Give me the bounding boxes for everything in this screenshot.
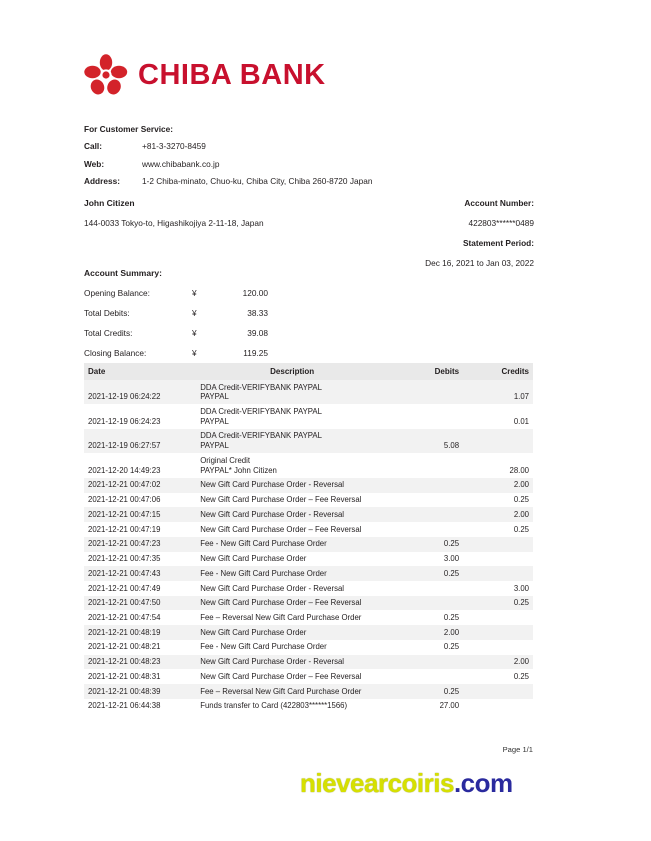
cell-date: 2021-12-21 00:48:23 bbox=[84, 655, 196, 670]
cell-credit: 0.25 bbox=[513, 671, 529, 681]
total-credits-amount: 39.08 bbox=[247, 328, 268, 338]
cell-credit bbox=[463, 429, 533, 453]
total-debits-amount: 38.33 bbox=[247, 308, 268, 318]
cell-description bbox=[196, 552, 388, 567]
customer-service-title: For Customer Service: bbox=[84, 124, 173, 134]
description-line-1: DDA Credit-VERIFYBANK PAYPAL bbox=[200, 406, 322, 416]
description-line-1: New Gift Card Purchase Order – Fee Reversal bbox=[200, 671, 362, 681]
cell-description bbox=[196, 655, 388, 670]
account-address-row bbox=[84, 218, 534, 228]
table-row bbox=[84, 478, 533, 493]
description-line-2: PAYPAL bbox=[200, 392, 229, 402]
opening-balance-currency: ¥ bbox=[192, 288, 197, 298]
cell-date: 2021-12-19 06:24:22 bbox=[84, 380, 196, 404]
cell-description bbox=[196, 640, 388, 655]
cell-description bbox=[196, 699, 388, 714]
summary-row-opening-balance bbox=[84, 288, 364, 298]
cell-date: 2021-12-20 14:49:23 bbox=[88, 465, 161, 475]
table-row bbox=[84, 684, 533, 699]
cell-debit bbox=[388, 507, 463, 522]
cell-debit bbox=[388, 380, 463, 404]
cell-credit: 28.00 bbox=[509, 465, 529, 475]
account-holder-address: 144-0033 Tokyo-to, Higashikojiya 2-11-18, Japan bbox=[84, 218, 264, 228]
summary-row-total-debits bbox=[84, 308, 364, 318]
description-line-1: Funds transfer to Card (422803******1566) bbox=[200, 701, 348, 711]
description-line-1: Original Credit bbox=[200, 455, 251, 465]
closing-balance-currency: ¥ bbox=[192, 348, 197, 358]
cell-description bbox=[196, 380, 388, 404]
table-row bbox=[84, 522, 533, 537]
cell-credit bbox=[463, 552, 533, 567]
cell-description bbox=[196, 478, 388, 493]
closing-balance-amount: 119.25 bbox=[243, 348, 268, 358]
table-row bbox=[84, 380, 533, 404]
cell-credit: 0.25 bbox=[513, 495, 529, 505]
total-debits-label: Total Debits: bbox=[84, 308, 130, 318]
web-label: Web: bbox=[84, 158, 105, 169]
address-label: Address: bbox=[84, 175, 120, 186]
table-row bbox=[84, 507, 533, 522]
description-line-1: New Gift Card Purchase Order – Fee Reversal bbox=[200, 495, 362, 505]
statement-period-label: Statement Period: bbox=[463, 238, 534, 248]
cell-description bbox=[196, 522, 388, 537]
cell-debit: 0.25 bbox=[388, 566, 463, 581]
statement-period-value-row bbox=[84, 258, 534, 268]
cell-debit bbox=[388, 581, 463, 596]
cell-date: 2021-12-21 00:47:54 bbox=[88, 612, 161, 622]
cell-credit: 0.01 bbox=[513, 416, 529, 426]
cell-description bbox=[196, 429, 388, 453]
description-line-1: Fee - New Gift Card Purchase Order bbox=[200, 642, 327, 652]
cell-debit: 0.25 bbox=[388, 684, 463, 699]
cell-credit: 0.25 bbox=[463, 596, 533, 611]
cell-description bbox=[196, 404, 388, 428]
cell-credit: 2.00 bbox=[463, 655, 533, 670]
column-header-date: Date bbox=[84, 363, 196, 380]
cell-credit bbox=[463, 566, 533, 581]
cell-description bbox=[196, 684, 388, 699]
total-debits-currency: ¥ bbox=[192, 308, 197, 318]
table-row bbox=[84, 669, 533, 684]
watermark bbox=[300, 768, 513, 799]
watermark-site-name: nievearcoiris bbox=[300, 768, 454, 798]
account-number-value: 422803******0489 bbox=[468, 218, 534, 228]
cell-credit: 1.07 bbox=[463, 380, 533, 404]
cell-description bbox=[196, 507, 388, 522]
bank-name: CHIBA BANK bbox=[138, 58, 326, 91]
table-row bbox=[84, 699, 533, 714]
description-line-1: Fee – Reversal New Gift Card Purchase Order bbox=[200, 686, 362, 696]
statement-period-value: Dec 16, 2021 to Jan 03, 2022 bbox=[425, 258, 534, 268]
cell-date: 2021-12-21 00:47:19 bbox=[88, 524, 161, 534]
transactions-table bbox=[84, 363, 533, 714]
description-line-1: New Gift Card Purchase Order – Fee Reversal bbox=[200, 524, 362, 534]
cell-date: 2021-12-21 00:48:19 bbox=[84, 625, 196, 640]
description-line-2: PAYPAL bbox=[200, 441, 229, 451]
cell-date: 2021-12-21 00:48:31 bbox=[88, 671, 161, 681]
cell-date: 2021-12-21 00:48:39 bbox=[84, 684, 196, 699]
account-summary-title: Account Summary: bbox=[84, 268, 162, 278]
cell-debit bbox=[388, 478, 463, 493]
customer-service-row-web bbox=[84, 160, 544, 168]
cell-date: 2021-12-21 00:47:06 bbox=[88, 495, 161, 505]
customer-service-row-address bbox=[84, 177, 544, 185]
cell-credit: 3.00 bbox=[513, 583, 529, 593]
cell-description bbox=[196, 669, 388, 684]
summary-row-closing-balance bbox=[84, 348, 364, 358]
cell-credit bbox=[463, 684, 533, 699]
description-line-1: New Gift Card Purchase Order bbox=[200, 554, 307, 564]
account-holder-name: John Citizen bbox=[84, 198, 135, 208]
cell-date: 2021-12-21 00:47:49 bbox=[88, 583, 161, 593]
description-line-1: Fee – Reversal New Gift Card Purchase Order bbox=[200, 612, 362, 622]
statement-period-label-row bbox=[84, 238, 534, 248]
table-row bbox=[84, 596, 533, 611]
column-header-debits: Debits bbox=[388, 363, 463, 380]
total-credits-currency: ¥ bbox=[192, 328, 197, 338]
description-line-1: New Gift Card Purchase Order - Reversal bbox=[200, 509, 345, 519]
description-line-1: New Gift Card Purchase Order – Fee Reversal bbox=[200, 598, 362, 608]
description-line-1: New Gift Card Purchase Order - Reversal bbox=[200, 583, 345, 593]
cell-credit: 2.00 bbox=[463, 507, 533, 522]
account-header-block bbox=[84, 198, 534, 278]
description-line-1: New Gift Card Purchase Order - Reversal bbox=[200, 657, 345, 667]
cell-description bbox=[196, 625, 388, 640]
cell-description bbox=[196, 537, 388, 552]
cell-debit bbox=[388, 522, 463, 537]
table-row bbox=[84, 655, 533, 670]
watermark-tld: .com bbox=[453, 768, 513, 798]
table-row bbox=[84, 537, 533, 552]
cell-debit bbox=[388, 655, 463, 670]
table-row bbox=[84, 429, 533, 453]
cell-date: 2021-12-21 00:47:02 bbox=[84, 478, 196, 493]
cell-description bbox=[196, 453, 388, 477]
cell-date: 2021-12-21 00:47:43 bbox=[84, 566, 196, 581]
table-row bbox=[84, 552, 533, 567]
cell-debit: 27.00 bbox=[439, 701, 460, 711]
cell-credit: 0.25 bbox=[513, 524, 529, 534]
cell-debit bbox=[388, 669, 463, 684]
call-value: +81-3-3270-8459 bbox=[142, 141, 206, 152]
account-summary-block bbox=[84, 268, 364, 368]
cell-date: 2021-12-19 06:24:23 bbox=[88, 416, 161, 426]
summary-row-total-credits bbox=[84, 328, 364, 338]
cell-date: 2021-12-21 00:47:23 bbox=[84, 537, 196, 552]
cell-credit bbox=[463, 537, 533, 552]
description-line-1: New Gift Card Purchase Order - Reversal bbox=[200, 480, 345, 490]
address-value: 1-2 Chiba-minato, Chuo-ku, Chiba City, Chiba 260-8720 Japan bbox=[142, 175, 373, 186]
customer-service-block bbox=[84, 125, 544, 194]
cell-debit bbox=[388, 596, 463, 611]
table-row bbox=[84, 581, 533, 596]
transactions-table-wrapper bbox=[84, 363, 533, 714]
cell-description bbox=[196, 493, 388, 508]
page-number: Page 1/1 bbox=[502, 745, 533, 754]
description-line-1: DDA Credit-VERIFYBANK PAYPAL bbox=[200, 382, 322, 392]
description-line-1: Fee - New Gift Card Purchase Order bbox=[200, 568, 327, 578]
cell-credit bbox=[463, 640, 533, 655]
description-line-1: Fee - New Gift Card Purchase Order bbox=[200, 539, 327, 549]
cell-description bbox=[196, 596, 388, 611]
opening-balance-label: Opening Balance: bbox=[84, 288, 150, 298]
table-row bbox=[84, 453, 533, 477]
total-credits-label: Total Credits: bbox=[84, 328, 133, 338]
cell-credit bbox=[463, 625, 533, 640]
cell-description bbox=[196, 610, 388, 625]
cell-credit bbox=[463, 610, 533, 625]
description-line-2: PAYPAL* John Citizen bbox=[200, 465, 277, 475]
cell-date: 2021-12-19 06:27:57 bbox=[84, 429, 196, 453]
cell-debit bbox=[388, 493, 463, 508]
account-holder-row bbox=[84, 198, 534, 208]
bank-logo bbox=[84, 52, 326, 98]
cell-description bbox=[196, 581, 388, 596]
cell-date: 2021-12-21 00:47:50 bbox=[84, 596, 196, 611]
cell-debit: 0.25 bbox=[443, 612, 460, 622]
cell-debit: 0.25 bbox=[388, 537, 463, 552]
web-value: www.chibabank.co.jp bbox=[142, 158, 220, 169]
table-row bbox=[84, 640, 533, 655]
cell-debit bbox=[388, 453, 463, 477]
column-header-credits: Credits bbox=[463, 363, 533, 380]
cell-date: 2021-12-21 00:47:15 bbox=[84, 507, 196, 522]
transactions-table-body bbox=[84, 380, 533, 714]
table-header-row bbox=[84, 363, 533, 380]
cell-date: 2021-12-21 06:44:38 bbox=[88, 701, 161, 711]
cell-debit: 3.00 bbox=[443, 554, 460, 564]
cell-credit: 2.00 bbox=[463, 478, 533, 493]
cell-debit: 0.25 bbox=[443, 642, 460, 652]
cell-debit: 2.00 bbox=[388, 625, 463, 640]
cell-debit bbox=[388, 404, 463, 428]
table-row bbox=[84, 610, 533, 625]
description-line-1: DDA Credit-VERIFYBANK PAYPAL bbox=[200, 431, 322, 441]
account-number-label: Account Number: bbox=[464, 198, 534, 208]
table-row bbox=[84, 566, 533, 581]
closing-balance-label: Closing Balance: bbox=[84, 348, 147, 358]
cell-date: 2021-12-21 00:48:21 bbox=[88, 642, 161, 652]
column-header-description: Description bbox=[196, 363, 388, 380]
description-line-2: PAYPAL bbox=[200, 416, 229, 426]
customer-service-row-call bbox=[84, 142, 544, 150]
description-line-1: New Gift Card Purchase Order bbox=[200, 627, 307, 637]
cell-description bbox=[196, 566, 388, 581]
opening-balance-amount: 120.00 bbox=[242, 288, 268, 298]
table-row bbox=[84, 404, 533, 428]
call-label: Call: bbox=[84, 141, 102, 152]
cell-credit bbox=[463, 699, 533, 714]
cell-debit: 5.08 bbox=[388, 429, 463, 453]
chiba-bank-flower-icon bbox=[84, 53, 128, 97]
table-row bbox=[84, 625, 533, 640]
table-row bbox=[84, 493, 533, 508]
cell-date: 2021-12-21 00:47:35 bbox=[88, 554, 161, 564]
